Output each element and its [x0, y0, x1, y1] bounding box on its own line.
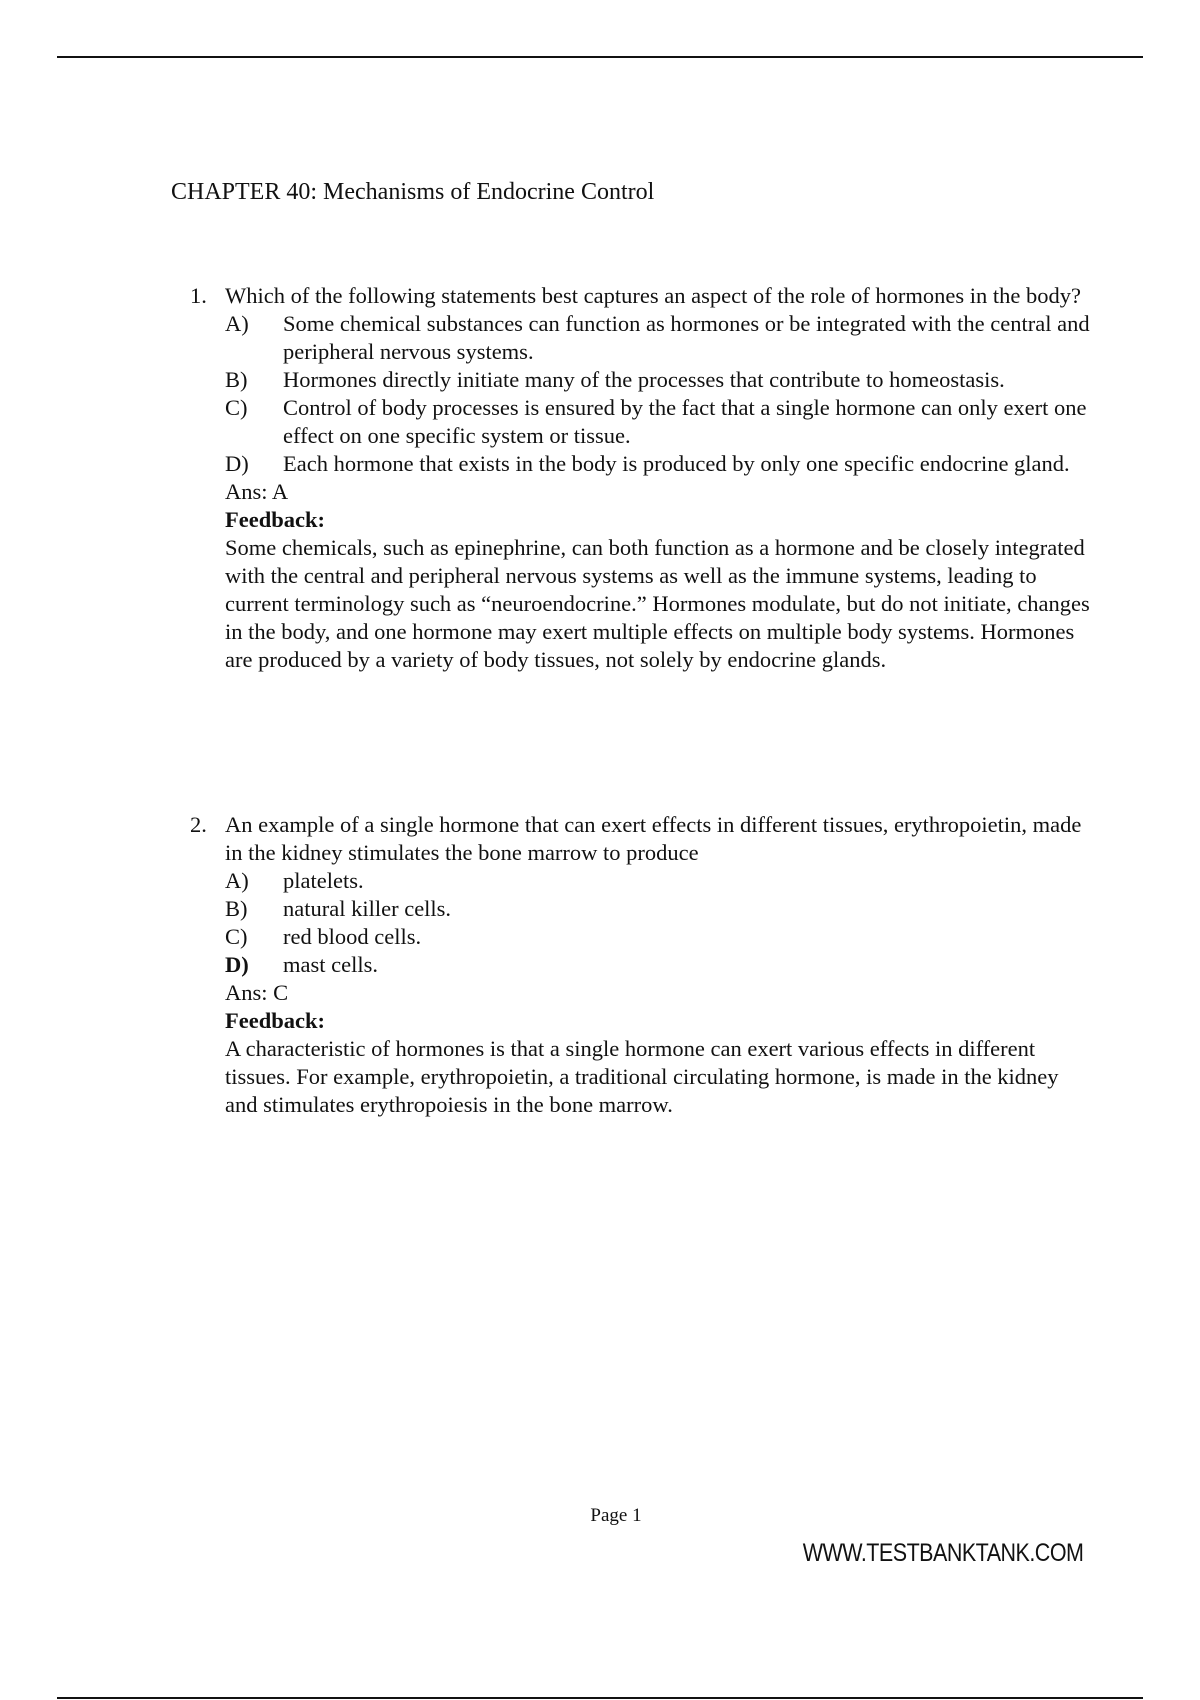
- question-1: [190, 282, 1090, 674]
- option-text: red blood cells.: [283, 924, 422, 949]
- answer-options: [225, 867, 1090, 979]
- question-number: 1.: [190, 283, 207, 308]
- question-stem: An example of a single hormone that can exert effects in different tissues, erythropoietin, made in the kidney stimulates the bone marrow to produce: [225, 812, 1082, 865]
- option-text: Control of body processes is ensured by the fact that a single hormone can only exert one effect on one specific system or tissue.: [283, 395, 1087, 448]
- question-2: [190, 811, 1090, 1119]
- option-letter: D): [225, 451, 249, 476]
- option-text: mast cells.: [283, 952, 378, 977]
- option-letter: C): [225, 924, 248, 949]
- option-letter: C): [225, 395, 248, 420]
- feedback-label: Feedback:: [225, 1008, 325, 1033]
- question-number: 2.: [190, 812, 207, 837]
- feedback-text: Some chemicals, such as epinephrine, can both function as a hormone and be closely integrated with the central and peripheral nervous systems as well as the immune systems, leading to current terminology such as “neuroendocrine.” Hormones modulate, but do not initiate, changes in the body, and one hormone may exert multiple effects on multiple body systems. Hormones are produced by a variety of body tissues, not solely by endocrine glands.: [225, 535, 1090, 672]
- option-a: [225, 867, 1090, 895]
- option-c: [225, 394, 1090, 450]
- feedback-text: A characteristic of hormones is that a single hormone can exert various effects in different tissues. For example, erythropoietin, a traditional circulating hormone, is made in the kidney and stimulates erythropoiesis in the bone marrow.: [225, 1036, 1059, 1117]
- option-a: [225, 310, 1090, 366]
- option-b: [225, 895, 1090, 923]
- watermark-url: WWW.TESTBANKTANK.COM: [802, 1539, 1083, 1567]
- page-number: Page 1: [590, 1505, 642, 1526]
- option-text: Some chemical substances can function as hormones or be integrated with the central and peripheral nervous systems.: [283, 311, 1090, 364]
- option-letter: A): [225, 311, 249, 336]
- answer-key: Ans: A: [225, 479, 289, 504]
- option-letter: B): [225, 367, 248, 392]
- option-text: Each hormone that exists in the body is produced by only one specific endocrine gland.: [283, 451, 1070, 476]
- option-letter: D): [225, 952, 249, 977]
- option-text: platelets.: [283, 868, 364, 893]
- option-text: natural killer cells.: [283, 896, 452, 921]
- option-d: [225, 450, 1090, 478]
- bottom-rule: [57, 1697, 1143, 1699]
- option-d: [225, 951, 1090, 979]
- option-letter: B): [225, 896, 248, 921]
- top-rule: [57, 56, 1143, 58]
- option-b: [225, 366, 1090, 394]
- option-c: [225, 923, 1090, 951]
- answer-key: Ans: C: [225, 980, 289, 1005]
- answer-options: [225, 310, 1090, 478]
- chapter-title: CHAPTER 40: Mechanisms of Endocrine Control: [171, 179, 655, 205]
- feedback-label: Feedback:: [225, 507, 325, 532]
- option-text: Hormones directly initiate many of the processes that contribute to homeostasis.: [283, 367, 1005, 392]
- question-stem: Which of the following statements best captures an aspect of the role of hormones in the body?: [225, 283, 1081, 308]
- option-letter: A): [225, 868, 249, 893]
